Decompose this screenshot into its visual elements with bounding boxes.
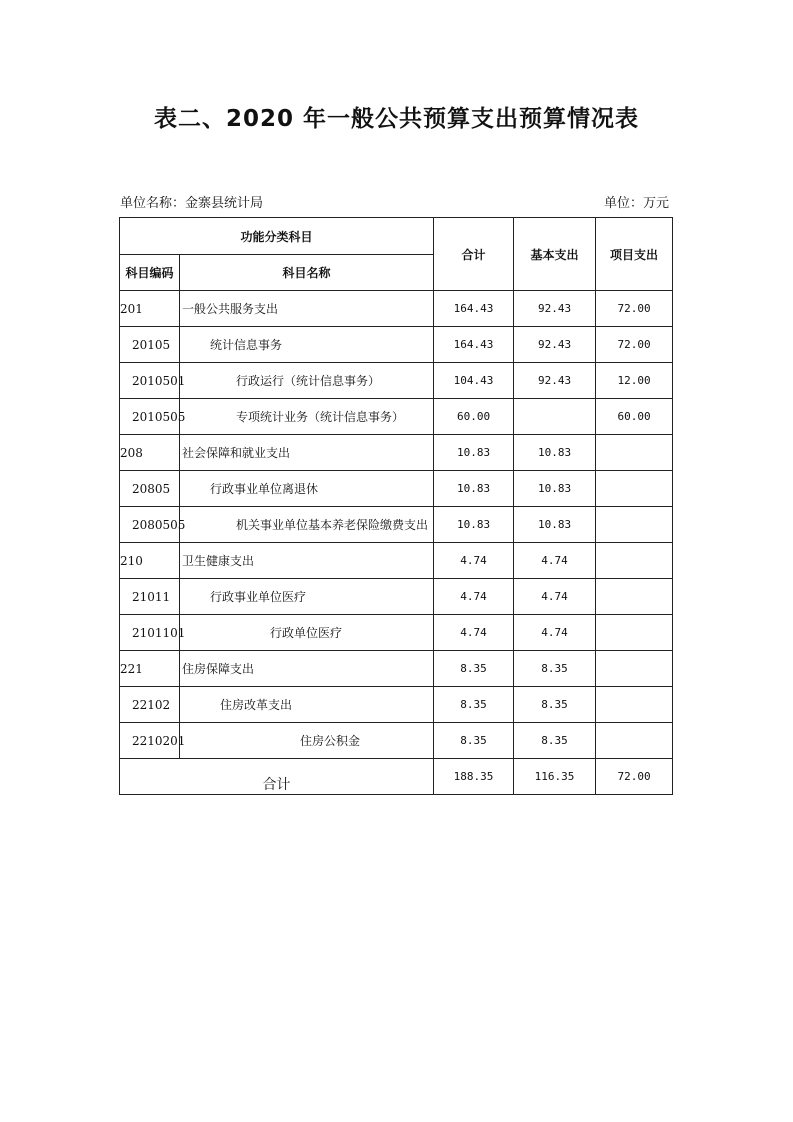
unit-label: 单位：万元 xyxy=(604,196,670,211)
row-basic: 10.83 xyxy=(514,471,596,507)
table-row xyxy=(120,507,673,543)
table-row xyxy=(120,687,673,723)
row-total: 10.83 xyxy=(434,435,514,471)
row-total: 8.35 xyxy=(434,687,514,723)
header-project: 项目支出 xyxy=(596,218,673,291)
row-basic: 8.35 xyxy=(514,723,596,759)
row-project xyxy=(596,543,673,579)
header-total: 合计 xyxy=(434,218,514,291)
row-basic: 10.83 xyxy=(514,435,596,471)
table-row xyxy=(120,399,673,435)
table-row xyxy=(120,615,673,651)
row-project: 72.00 xyxy=(596,291,673,327)
row-total: 4.74 xyxy=(434,579,514,615)
row-basic: 92.43 xyxy=(514,363,596,399)
row-code: 2210201 xyxy=(120,723,180,759)
row-basic xyxy=(514,399,596,435)
row-total: 164.43 xyxy=(434,327,514,363)
row-code: 2010501 xyxy=(120,363,180,399)
row-project: 12.00 xyxy=(596,363,673,399)
row-code: 2101101 xyxy=(120,615,180,651)
row-name: 卫生健康支出 xyxy=(180,543,434,579)
row-name: 机关事业单位基本养老保险缴费支出 xyxy=(180,507,434,543)
row-name: 统计信息事务 xyxy=(180,327,434,363)
row-project xyxy=(596,471,673,507)
row-name: 行政事业单位离退休 xyxy=(180,471,434,507)
row-total: 8.35 xyxy=(434,723,514,759)
row-project xyxy=(596,687,673,723)
row-total: 8.35 xyxy=(434,651,514,687)
row-total: 60.00 xyxy=(434,399,514,435)
row-project xyxy=(596,579,673,615)
row-name: 行政运行（统计信息事务） xyxy=(180,363,434,399)
row-basic: 4.74 xyxy=(514,543,596,579)
table-row xyxy=(120,435,673,471)
row-code: 208 xyxy=(120,435,180,471)
row-project xyxy=(596,507,673,543)
row-basic: 4.74 xyxy=(514,579,596,615)
grand-total-label: 合计 xyxy=(120,759,434,795)
grand-total-basic: 116.35 xyxy=(514,759,596,795)
row-code: 201 xyxy=(120,291,180,327)
row-total: 4.74 xyxy=(434,543,514,579)
row-code: 21011 xyxy=(120,579,180,615)
table-row xyxy=(120,543,673,579)
row-name: 行政单位医疗 xyxy=(180,615,434,651)
grand-total-total: 188.35 xyxy=(434,759,514,795)
row-name: 住房公积金 xyxy=(180,723,434,759)
budget-table xyxy=(119,217,673,795)
table-row xyxy=(120,651,673,687)
unit-name-label: 单位名称：金寨县统计局 xyxy=(120,196,264,211)
row-project: 72.00 xyxy=(596,327,673,363)
row-basic: 8.35 xyxy=(514,687,596,723)
row-code: 22102 xyxy=(120,687,180,723)
row-code: 210 xyxy=(120,543,180,579)
row-total: 164.43 xyxy=(434,291,514,327)
row-project xyxy=(596,723,673,759)
row-name: 专项统计业务（统计信息事务） xyxy=(180,399,434,435)
row-project xyxy=(596,615,673,651)
row-code: 2080505 xyxy=(120,507,180,543)
header-code: 科目编码 xyxy=(120,255,180,291)
header-basic: 基本支出 xyxy=(514,218,596,291)
row-name: 住房保障支出 xyxy=(180,651,434,687)
row-basic: 8.35 xyxy=(514,651,596,687)
row-basic: 92.43 xyxy=(514,291,596,327)
page-title: 表二、2020 年一般公共预算支出预算情况表 xyxy=(153,106,640,132)
header-category-group: 功能分类科目 xyxy=(120,218,434,255)
row-name: 住房改革支出 xyxy=(180,687,434,723)
row-name: 行政事业单位医疗 xyxy=(180,579,434,615)
row-basic: 92.43 xyxy=(514,327,596,363)
grand-total-project: 72.00 xyxy=(596,759,673,795)
row-code: 20805 xyxy=(120,471,180,507)
row-project: 60.00 xyxy=(596,399,673,435)
row-code: 2010505 xyxy=(120,399,180,435)
row-name: 社会保障和就业支出 xyxy=(180,435,434,471)
row-basic: 10.83 xyxy=(514,507,596,543)
row-code: 20105 xyxy=(120,327,180,363)
row-name: 一般公共服务支出 xyxy=(180,291,434,327)
table-row xyxy=(120,579,673,615)
row-total: 104.43 xyxy=(434,363,514,399)
grand-total-row xyxy=(120,759,673,795)
row-code: 221 xyxy=(120,651,180,687)
header-name: 科目名称 xyxy=(180,255,434,291)
row-project xyxy=(596,651,673,687)
row-total: 10.83 xyxy=(434,471,514,507)
table-row xyxy=(120,723,673,759)
table-row xyxy=(120,327,673,363)
row-project xyxy=(596,435,673,471)
row-total: 10.83 xyxy=(434,507,514,543)
table-row xyxy=(120,363,673,399)
table-row xyxy=(120,291,673,327)
row-total: 4.74 xyxy=(434,615,514,651)
table-row xyxy=(120,471,673,507)
row-basic: 4.74 xyxy=(514,615,596,651)
